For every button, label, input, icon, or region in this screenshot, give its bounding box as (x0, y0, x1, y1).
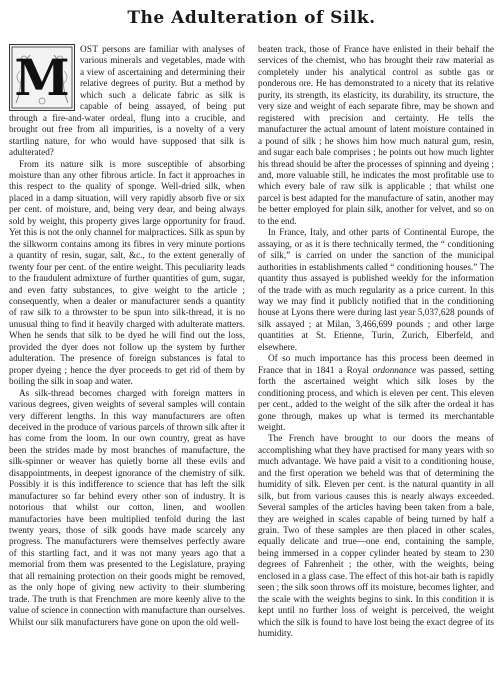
paragraph: In France, Italy, and other parts of Continental Europe, the assaying, or as it is there technically termed, the “ conditioning of silk,” is carried on under the sanction of the municipal authorities in establishments called “ conditioning houses.” The quantity thus assayed is published weekly for the information of the trade with as much regularity as a price current. In this way we may find it publicly notified that in the conditioning house at Lyons there were during last year 5,037,628 pounds of silk assayed ; at Milan, 3,466,699 pounds ; and other large quantities at St. Etienne, Turin, Zurich, Elberfeld, and elsewhere. (258, 227, 494, 352)
dropcap-letter: M (14, 47, 70, 107)
paragraph-text: was passed, setting forth the ascertained weight which silk loses by the conditioning process, and which is eleven per cent. This eleven per cent., added to the weight of the silk after the ordeal it has gone through, makes up what is termed its merchantable weight. (258, 364, 494, 432)
italic-term: ordonnance (372, 364, 417, 375)
paragraph: From its nature silk is more susceptible of absorbing moisture than any other fibrous article. In fact it approaches in this respect to the quality of sponge. Well-dried silk, when placed in a damp situation, will very rapidly absorb five or six per cent. of moisture, and, being very dear, and being always sold by weight, this property gives large opportunity for fraud. Yet this is not the only channel for malpractices. Silk as spun by the silkworm contains among its fibres in very minute portions a quantity of resin, sugar, salt, &c., to the extent generally of twenty four per cent. of the entire weight. This peculiarity leads to the fraudulent admixture of further quantities of gum, sugar, and even fatty substances, to give weight to the article ; consequently, when a dealer or manufacturer sends a quantity of raw silk to a throwster to be spun into silk-thread, it is no unusual thing to find it heavily charged with adulterate matters. When he sends that silk to be dyed he will find out the loss, provided the dyer does not follow up the system by further adulteration. The presence of foreign substances is fatal to proper dyeing ; hence the dyer proceeds to get rid of them by boiling the silk in soap and water. (9, 158, 245, 387)
paragraph: As silk-thread becomes charged with foreign matters in various degrees, given weights of several samples will contain very different lengths. In this way manufacturers are often deceived in the produce of various parcels of thrown silk after it has come from the loom. In our own country, great as have been the strides made by most branches of manufacture, the silk-spinner or weaver has quietly borne all these evils and disappointments, in deepest ignorance of the chemistry of silk. Possibly it is this indifference to science that has left the silk manufacturer so far behind every other son of industry. It is notorious that whilst our cotton, linen, and woollen manufactories have been multiplied tenfold during the last twenty years, those of silk goods have made scarcely any progress. The manufacturers were themselves perfectly aware of this startling fact, and it was not many years ago that a memorial from them was presented to the Legislature, praying that all remaining protection on their goods might be removed, as the only hope of giving new activity to their slumbering trade. The truth is that Frenchmen are more keenly alive to the value of science in connection with manufacture than ourselves. Whilst our silk manufacturers have gone on upon the old well- (9, 387, 245, 627)
paragraph (258, 353, 494, 433)
paragraph-text: Of so much importance has this process been deemed in France that in 1841 a Royal (258, 353, 494, 375)
article-title: The Adulteration of Silk. (127, 8, 376, 28)
ornamental-initial (9, 44, 75, 111)
paragraph (9, 44, 245, 159)
paragraph: The French have brought to our doors the means of accomplishing what they have practised for many years with so much advantage. We have paid a visit to a conditioning house, and the first operation we beheld was that of determining the humidity of silk. Eleven per cent. is the natural quantity in all silk, but from various causes this is nearly always exceeded. Several samples of the articles having been taken from a bale, they are weighed in scales capable of being turned by half a grain. Two of these samples are then placed in other scales, equally delicate and true—one end, containing the sample, being immersed in a copper cylinder heated by steam to 230 degrees of Fahrenheit ; the other, with the weights, being enclosed in a glass case. The effect of this hot-air bath is rapidly seen ; the silk soon throws off its moisture, becomes lighter, and the scale with the weights begins to sink. In this condition it is kept until no further loss of weight is perceived, the weight which the silk is found to have lost being the exact degree of its humidity. (258, 433, 494, 639)
opening-caps: OST (80, 44, 99, 54)
right-column (258, 44, 494, 694)
paragraph-text: persons are familiar with analyses of various minerals and vegetables, made with a view of ascertaining and determining their relative degrees of purity. But a method by which such a delicate fabric as silk is capable of being assayed, of being put through a fire-and-water ordeal, flung into a crucible, and brought out free from all impurities, is a novelty of a very startling nature, for who would have supposed that silk is adulterated? (9, 44, 245, 158)
left-column (9, 44, 245, 694)
paragraph: beaten track, those of France have enlisted in their behalf the services of the chemist, who has brought their raw material as completely under his analytical control as subtle gas or ponderous ore. He has demonstrated to a nicety that its relative purity, its strength, its elasticity, its durability, its structure, the very size and weight of each separate fibre, may be shown and registered with precision and certainty. He tells the manufacturer the actual amount of latent moisture contained in a pound of silk ; he shows him how much natural gum, resin, and sugar each bale comprises ; he points out how much lighter his thread should be after the processes of spinning and dyeing ; and, more valuable still, he indicates the most profitable use to which every bale of raw silk is applicable ; that whilst one parcel is best adapted for the manufacture of satin, another may be better employed for plain silk, another for velvet, and so on to the end. (258, 44, 494, 226)
